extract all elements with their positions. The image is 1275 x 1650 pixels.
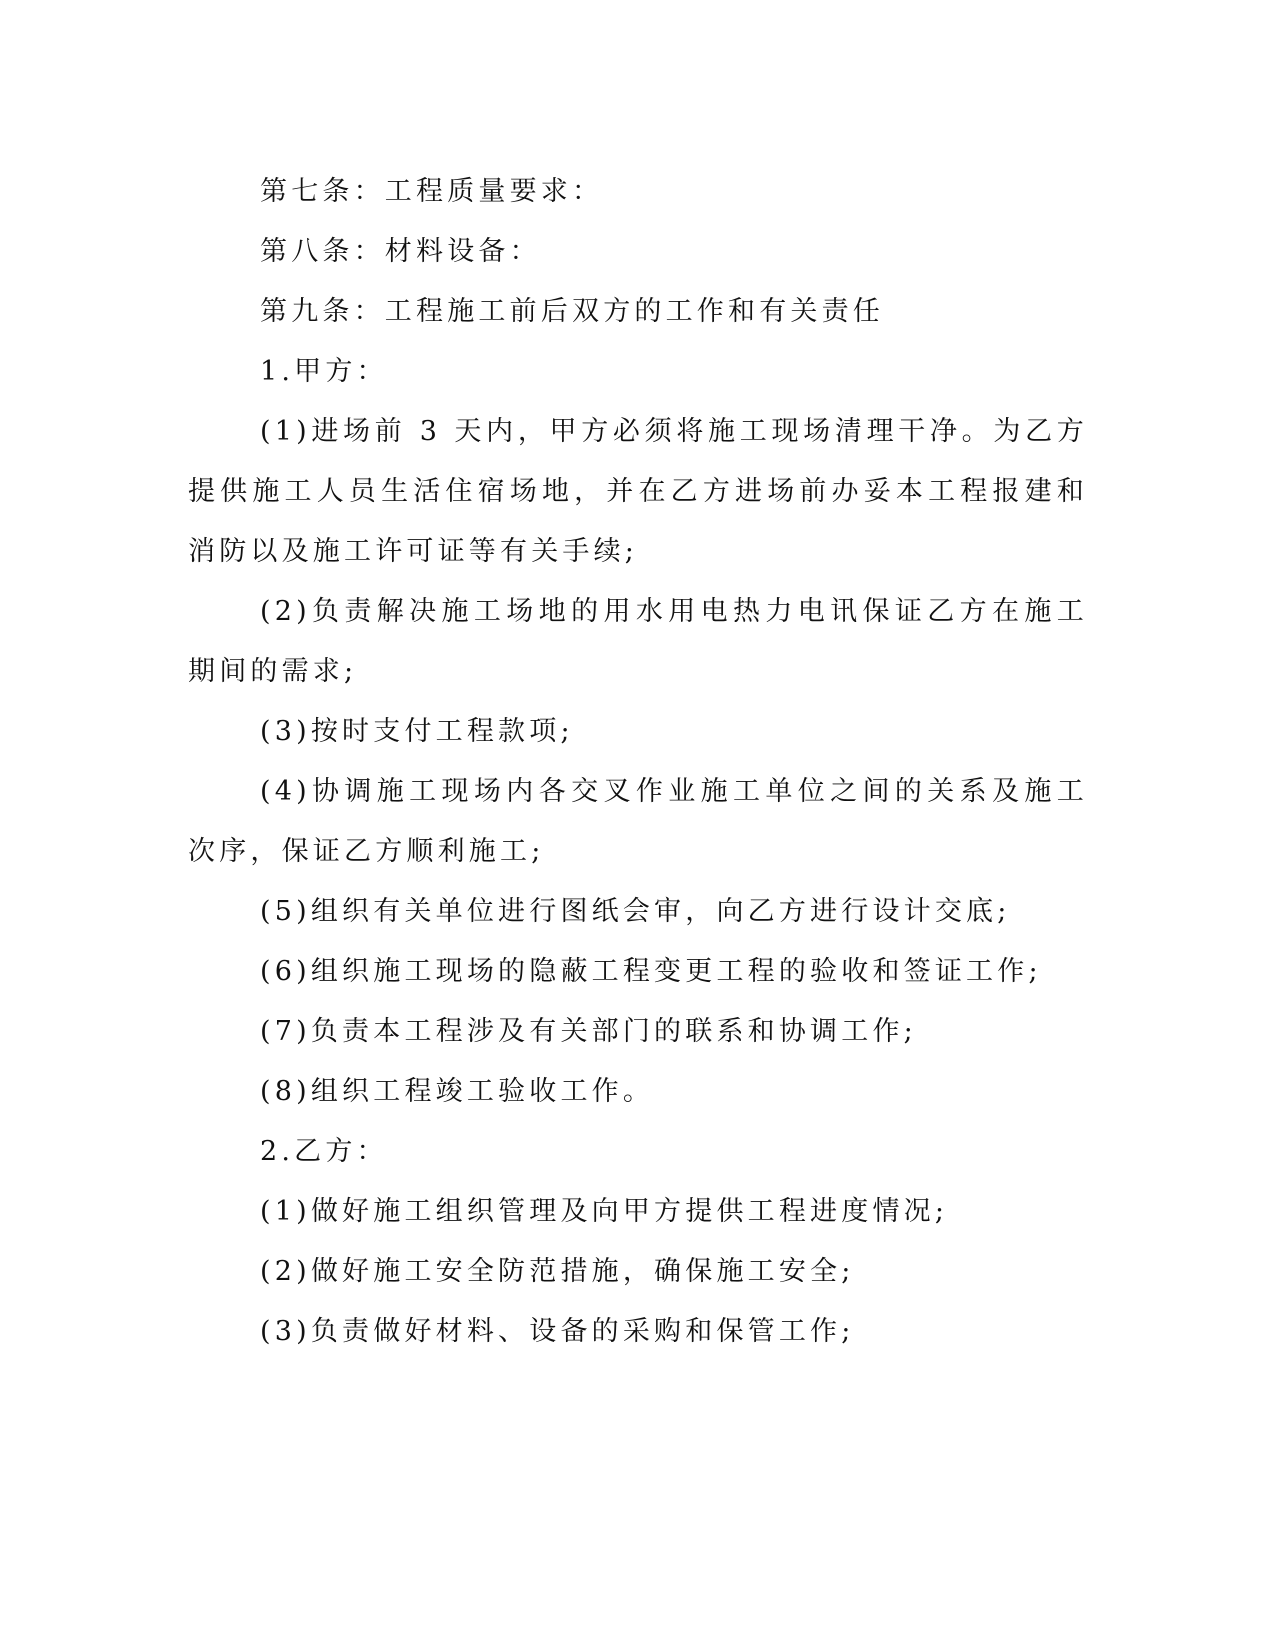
- party-a-item-7: (7)负责本工程涉及有关部门的联系和协调工作;: [260, 1016, 917, 1047]
- party-a-item-2: (2)负责解决施工场地的用水用电热力电讯保证乙方在施工期间的需求;: [188, 596, 1088, 687]
- party-a-item-8: (8)组织工程竣工验收工作。: [260, 1076, 655, 1107]
- party-a-heading: 1.甲方：: [260, 356, 388, 387]
- party-a-item-6: (6)组织施工现场的隐蔽工程变更工程的验收和签证工作;: [260, 956, 1042, 987]
- party-a-item-3: (3)按时支付工程款项;: [260, 716, 574, 747]
- party-a-item-5: (5)组织有关单位进行图纸会审，向乙方进行设计交底;: [260, 896, 1011, 927]
- document-body: [188, 162, 1088, 1362]
- party-b-item-2: (2)做好施工安全防范措施，确保施工安全;: [260, 1256, 855, 1287]
- party-b-item-3: (3)负责做好材料、设备的采购和保管工作;: [260, 1316, 855, 1347]
- clause-7-heading: 第七条：工程质量要求：: [260, 176, 604, 207]
- party-a-item-4: (4)协调施工现场内各交叉作业施工单位之间的关系及施工次序，保证乙方顺利施工;: [188, 776, 1088, 867]
- party-a-item-1: (1)进场前 3 天内，甲方必须将施工现场清理干净。为乙方提供施工人员生活住宿场地，并在乙方进场前办妥本工程报建和消防以及施工许可证等有关手续;: [188, 416, 1088, 567]
- party-b-heading: 2.乙方：: [260, 1136, 388, 1167]
- party-b-item-1: (1)做好施工组织管理及向甲方提供工程进度情况;: [260, 1196, 949, 1227]
- clause-8-heading: 第八条：材料设备：: [260, 236, 541, 267]
- clause-9-heading: 第九条：工程施工前后双方的工作和有关责任: [260, 296, 884, 327]
